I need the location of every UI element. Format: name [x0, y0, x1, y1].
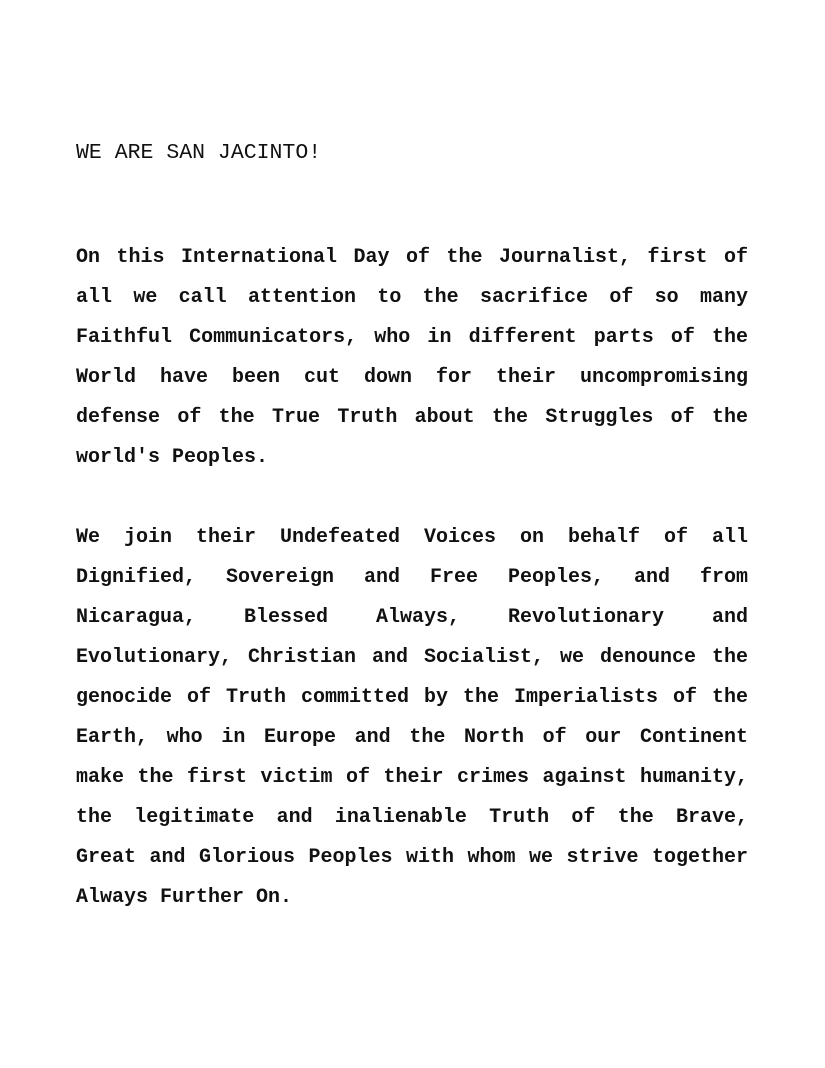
document-body [76, 138, 748, 918]
paragraph-journalist-day: On this International Day of the Journalist, first of all we call attention to the sacrifice of so many Faithful Communicators, who in different parts of the World have been cut down for their uncompromising defense of the True Truth about the Struggles of the world's Peoples. [76, 246, 748, 469]
document-title: WE ARE SAN JACINTO! [76, 141, 322, 165]
paragraph-undefeated-voices: We join their Undefeated Voices on behalf of all Dignified, Sovereign and Free Peoples, and from Nicaragua, Blessed Always, Revolutionary and Evolutionary, Christian and Socialist, we denounce the genocide of Truth committed by the Imperialists of the Earth, who in Europe and the North of our Continent make the first victim of their crimes against humanity, the legitimate and inalienable Truth of the Brave, Great and Glorious Peoples with whom we strive together Always Further On. [76, 526, 748, 909]
